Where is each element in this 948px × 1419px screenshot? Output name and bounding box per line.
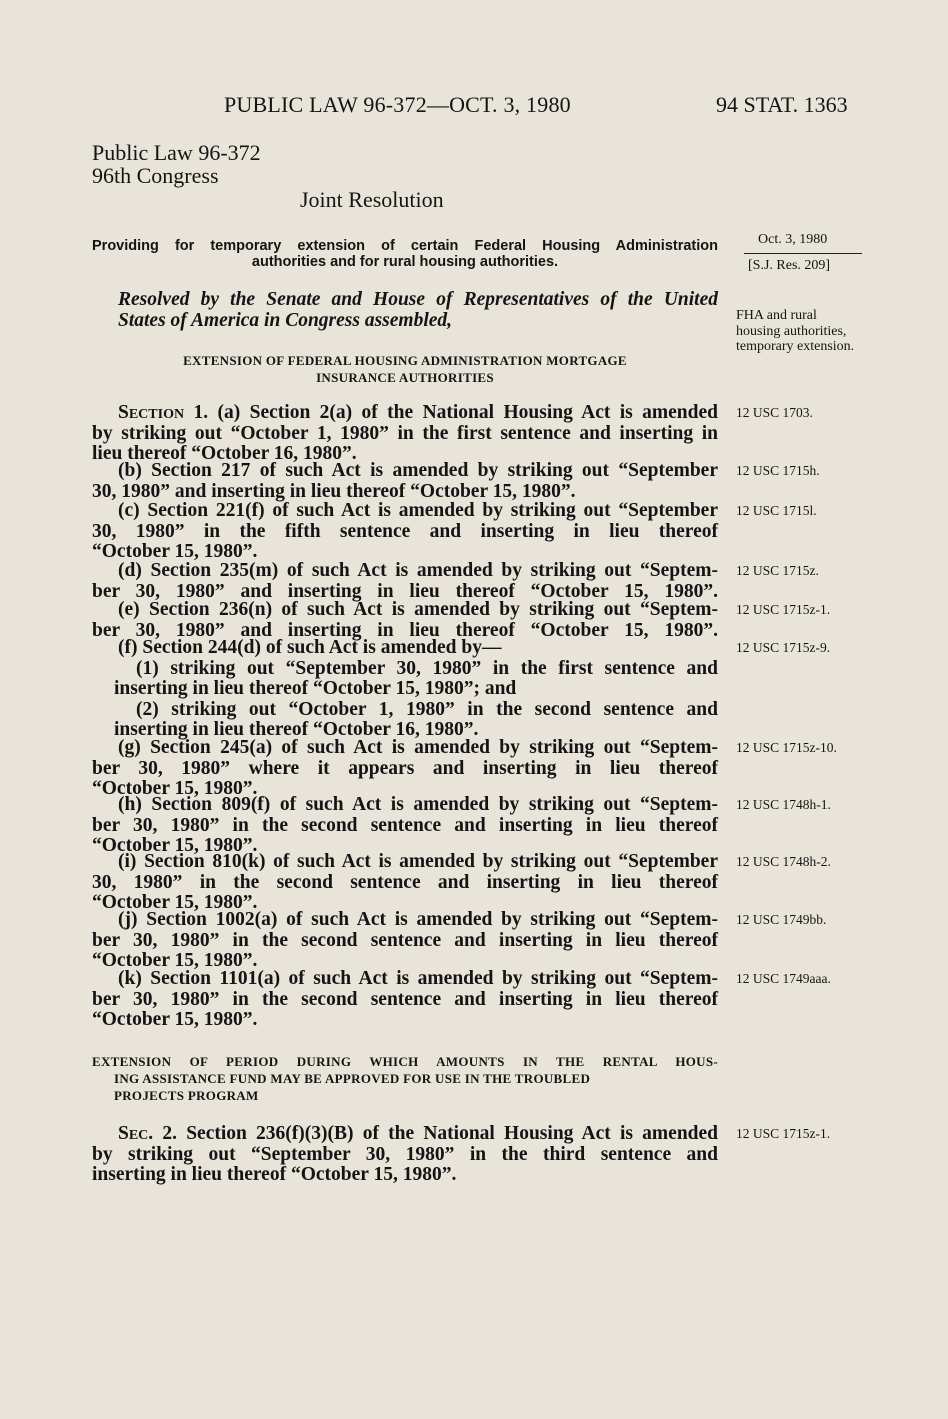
text-line: “October 15, 1980”.: [92, 541, 258, 563]
section1-subsection-g: [92, 738, 718, 800]
congress: 96th Congress: [92, 163, 219, 188]
text-line: lieu thereof “October 16, 1980”.: [92, 443, 357, 465]
margin-citation: 12 USC 1715z-10.: [736, 740, 837, 755]
text-line: 2. Section 236(f)(3)(B) of the National Housing Act is amended: [162, 1123, 719, 1144]
text-line: “October 15, 1980”.: [92, 778, 258, 800]
text-line: ber 30, 1980” in the second sentence and inserting in lieu thereof: [92, 929, 718, 951]
section2-text: [92, 1124, 718, 1186]
text-line: “October 15, 1980”.: [92, 892, 258, 914]
margin-bill-number: [S.J. Res. 209]: [748, 258, 831, 273]
heading-line: EXTENSION OF FEDERAL HOUSING ADMINISTRATION MORTGAGE: [183, 353, 627, 368]
text-line: (c) Section 221(f) of such Act is amended by striking out “September: [118, 500, 718, 521]
text-line: inserting in lieu thereof “October 15, 1980”; and: [114, 678, 517, 700]
text-line: (f) Section 244(d) of such Act is amended by—: [118, 637, 502, 658]
text-line: ber 30, 1980” and inserting in lieu thereof “October 15, 1980”.: [92, 580, 718, 602]
text-line: ber 30, 1980” and inserting in lieu thereof “October 15, 1980”.: [92, 619, 718, 641]
enacting-line: States of America in Congress assembled,: [118, 310, 453, 331]
heading-line: ING ASSISTANCE FUND MAY BE APPROVED FOR USE IN THE TROUBLED: [114, 1071, 591, 1086]
heading-line: PROJECTS PROGRAM: [114, 1088, 259, 1103]
section1-subsection-i: [92, 852, 718, 914]
margin-citation: 12 USC 1715z-1.: [736, 1126, 831, 1141]
section1-subsection-d: [92, 561, 718, 602]
text-line: “October 15, 1980”.: [92, 1009, 258, 1031]
text-line: (d) Section 235(m) of such Act is amended by striking out “Septem-: [118, 560, 718, 581]
heading-line: INSURANCE AUTHORITIES: [316, 370, 494, 385]
section-label: Section: [118, 402, 185, 423]
law-number: Public Law 96-372: [92, 140, 261, 165]
running-head: PUBLIC LAW 96-372—OCT. 3, 1980: [224, 92, 571, 117]
section1-heading: [120, 352, 690, 386]
purpose-line: Providing for temporary extension of certain Federal Housing Administration: [92, 238, 718, 254]
text-line: (j) Section 1002(a) of such Act is amended by striking out “Septem-: [118, 909, 718, 930]
margin-citation: 12 USC 1748h-2.: [736, 854, 831, 869]
text-line: 1. (a) Section 2(a) of the National Housing Act is amended: [193, 402, 718, 423]
section1-subsection-b: [92, 461, 718, 502]
margin-date: Oct. 3, 1980: [758, 232, 828, 247]
text-line: ber 30, 1980” in the second sentence and inserting in lieu thereof: [92, 814, 718, 836]
margin-citation: 12 USC 1715h.: [736, 463, 820, 478]
margin-citation: 12 USC 1748h-1.: [736, 797, 831, 812]
margin-citation: 12 USC 1715l.: [736, 503, 817, 518]
text-line: (g) Section 245(a) of such Act is amended by striking out “Septem-: [118, 737, 718, 758]
section1-subsection-c: [92, 501, 718, 563]
text-line: (h) Section 809(f) of such Act is amended by striking out “Septem-: [118, 794, 718, 815]
text-line: (k) Section 1101(a) of such Act is amended by striking out “Septem-: [118, 968, 718, 989]
enacting-line: Resolved by the Senate and House of Representatives of the United: [118, 289, 718, 310]
section-label: Sec.: [118, 1123, 154, 1144]
margin-rule: [744, 253, 862, 254]
text-line: 30, 1980” and inserting in lieu thereof “October 15, 1980”.: [92, 480, 576, 502]
statute-page-number: 94 STAT. 1363: [716, 92, 848, 117]
text-line: (2) striking out “October 1, 1980” in the second sentence and: [136, 698, 718, 720]
section1-subsection-j: [92, 910, 718, 972]
text-line: (e) Section 236(n) of such Act is amended by striking out “Septem-: [118, 599, 718, 620]
text-line: “October 15, 1980”.: [92, 835, 258, 857]
section1-subsection-h: [92, 795, 718, 857]
text-line: ber 30, 1980” in the second sentence and inserting in lieu thereof: [92, 988, 718, 1010]
text-line: (i) Section 810(k) of such Act is amended by striking out “September: [118, 851, 718, 872]
margin-citation: 12 USC 1749aaa.: [736, 971, 831, 986]
section2-heading: [92, 1053, 718, 1104]
margin-note-fha: FHA and rural housing authorities, temporary extension.: [736, 308, 855, 354]
section1-subsection-e: [92, 600, 718, 641]
text-line: by striking out “September 30, 1980” in the third sentence and: [92, 1143, 718, 1165]
margin-citation: 12 USC 1715z-9.: [736, 640, 831, 655]
text-line: 30, 1980” in the second sentence and inserting in lieu thereof: [92, 871, 718, 893]
margin-citation: 12 USC 1703.: [736, 405, 813, 420]
purpose-line: authorities and for rural housing authorities.: [251, 254, 559, 270]
section1-subsection-a: [92, 403, 718, 465]
resolution-title: Joint Resolution: [300, 187, 444, 212]
margin-citation: 12 USC 1749bb.: [736, 912, 827, 927]
text-line: ber 30, 1980” where it appears and inserting in lieu thereof: [92, 757, 718, 779]
enacting-clause: [118, 289, 718, 331]
margin-citation: 12 USC 1715z.: [736, 563, 819, 578]
section1-subsection-f: [92, 638, 718, 741]
text-line: (b) Section 217 of such Act is amended by striking out “September: [118, 460, 718, 481]
text-line: (1) striking out “September 30, 1980” in the first sentence and: [136, 657, 718, 679]
text-line: 30, 1980” in the fifth sentence and inserting in lieu thereof: [92, 520, 718, 542]
text-line: inserting in lieu thereof “October 16, 1980”.: [114, 719, 479, 741]
text-line: “October 15, 1980”.: [92, 950, 258, 972]
text-line: by striking out “October 1, 1980” in the first sentence and inserting in: [92, 422, 718, 444]
heading-line: EXTENSION OF PERIOD DURING WHICH AMOUNTS IN THE RENTAL HOUS-: [92, 1054, 718, 1069]
margin-citation: 12 USC 1715z-1.: [736, 602, 831, 617]
section1-subsection-k: [92, 969, 718, 1031]
text-line: inserting in lieu thereof “October 15, 1980”.: [92, 1164, 457, 1186]
purpose-statement: [92, 238, 718, 270]
